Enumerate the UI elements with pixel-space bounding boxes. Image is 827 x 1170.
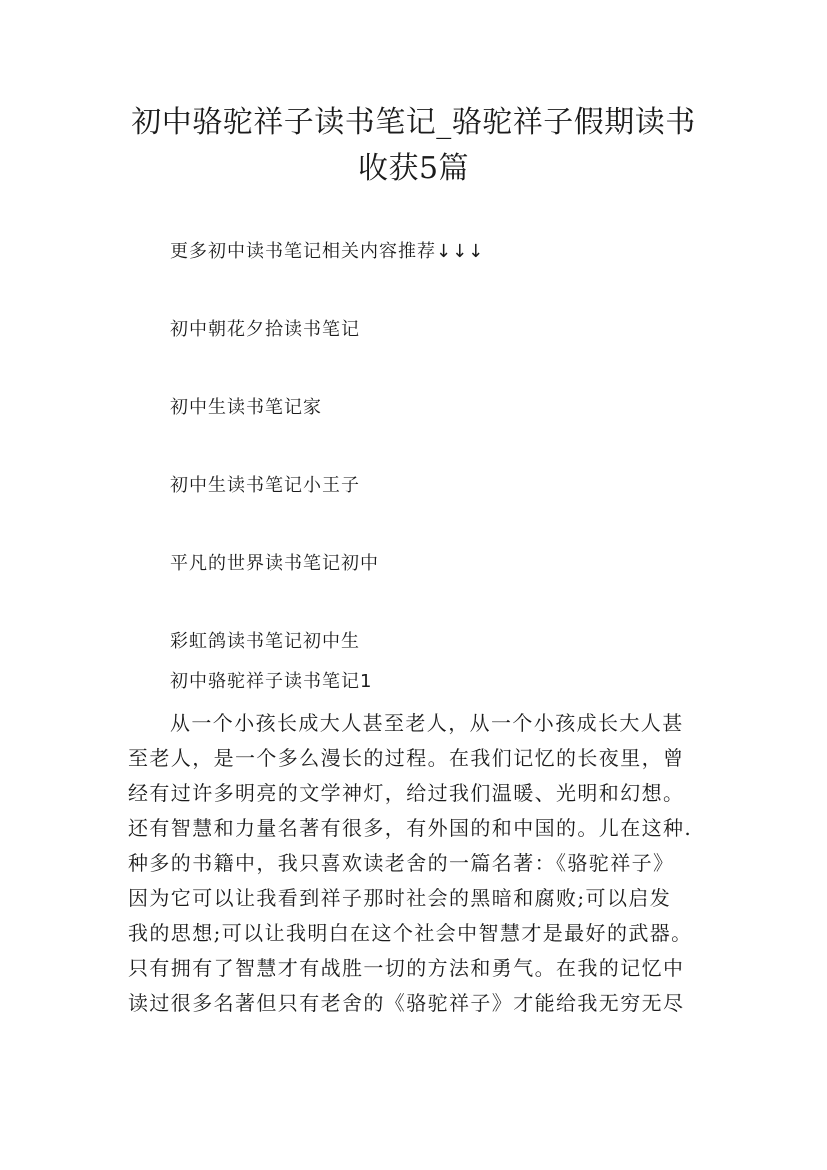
recommendation-header: 更多初中读书笔记相关内容推荐↓↓↓ — [170, 241, 485, 262]
body-line: 至老人，是一个多么漫长的过程。在我们记忆的长夜里，曾 — [128, 746, 685, 770]
recommendation-link[interactable]: 彩虹鸽读书笔记初中生 — [170, 631, 360, 652]
body-line: 因为它可以让我看到祥子那时社会的黑暗和腐败;可以启发 — [128, 886, 672, 910]
recommendation-list — [170, 238, 730, 666]
document-title — [100, 100, 727, 192]
recommendation-link[interactable]: 初中生读书笔记家 — [170, 397, 322, 418]
document-title-line-2: 收获5篇 — [357, 151, 470, 186]
recommendation-link[interactable]: 初中生读书笔记小王子 — [170, 475, 360, 496]
body-line: 只有拥有了智慧才有战胜一切的方法和勇气。在我的记忆中 — [128, 956, 685, 980]
body-line: 种多的书籍中，我只喜欢读老舍的一篇名著：《骆驼祥子》 — [128, 851, 675, 875]
recommendation-link[interactable]: 平凡的世界读书笔记初中 — [170, 553, 379, 574]
body-line: 从一个小孩长成大人甚至老人，从一个小孩成长大人甚 — [170, 711, 684, 735]
body-paragraph — [128, 706, 728, 1021]
body-line: 读过很多名著但只有老舍的《骆驼祥子》才能给我无穷无尽 — [128, 991, 685, 1015]
section-heading: 初中骆驼祥子读书笔记1 — [170, 671, 373, 692]
document-title-line-1: 初中骆驼祥子读书笔记_骆驼祥子假期读书 — [131, 105, 696, 140]
body-line: 还有智慧和力量名著有很多，有外国的和中国的。儿在这种. — [128, 816, 693, 840]
recommendation-link[interactable]: 初中朝花夕拾读书笔记 — [170, 319, 360, 340]
body-line: 我的思想;可以让我明白在这个社会中智慧才是最好的武器。 — [128, 921, 693, 945]
body-line: 经有过许多明亮的文学神灯，给过我们温暖、光明和幻想。 — [128, 781, 685, 805]
